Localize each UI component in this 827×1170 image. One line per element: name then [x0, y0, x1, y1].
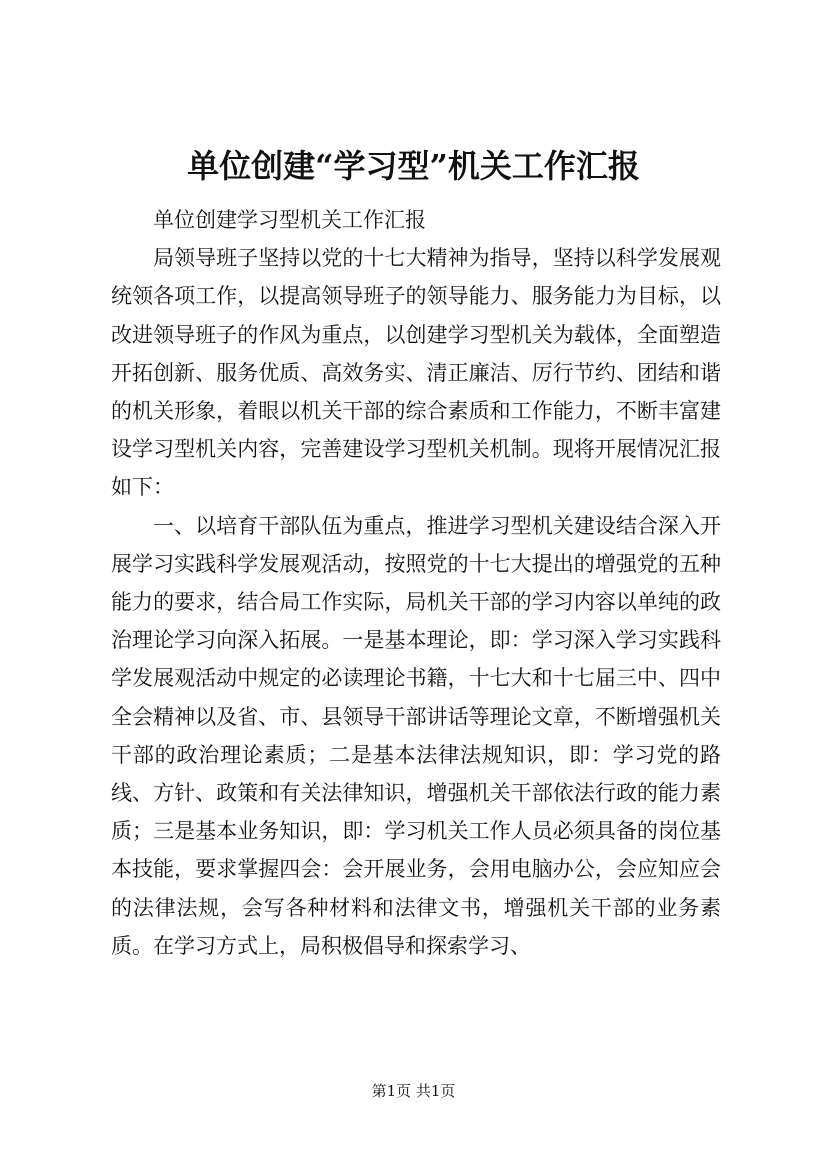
intro-paragraph: 局领导班子坚持以党的十七大精神为指导，坚持以科学发展观统领各项工作，以提高领导班子的领导能力、服务能力为目标，以改进领导班子的作风为重点，以创建学习型机关为载体，全面塑造开拓创新、服务优质、高效务实、清正廉洁、厉行节约、团结和谐的机关形象，着眼以机关干部的综合素质和工作能力，不断丰富建设学习型机关内容，完善建设学习型机关机制。现将开展情况汇报如下： [111, 246, 721, 500]
document-title: 单位创建“学习型”机关工作汇报 [187, 147, 640, 185]
page-footer: 第1页 共1页 [371, 1082, 456, 1100]
section-one-paragraph: 一、以培育干部队伍为重点，推进学习型机关建设结合深入开展学习实践科学发展观活动，按照党的十七大提出的增强党的五种能力的要求，结合局工作实际，局机关干部的学习内容以单纯的政治理论学习向深入拓展。一是基本理论，即：学习深入学习实践科学发展观活动中规定的必读理论书籍，十七大和十七届三中、四中全会精神以及省、市、县领导干部讲话等理论文章，不断增强机关干部的政治理论素质；二是基本法律法规知识，即：学习党的路线、方针、政策和有关法律知识，增强机关干部依法行政的能力素质；三是基本业务知识，即：学习机关工作人员必须具备的岗位基本技能，要求掌握四会：会开展业务，会用电脑办公，会应知应会的法律法规，会写各种材料和法律文书，增强机关干部的业务素质。在学习方式上，局积极倡导和探索学习、 [111, 513, 721, 958]
document-body [111, 201, 721, 965]
subtitle-paragraph: 单位创建学习型机关工作汇报 [153, 208, 426, 232]
